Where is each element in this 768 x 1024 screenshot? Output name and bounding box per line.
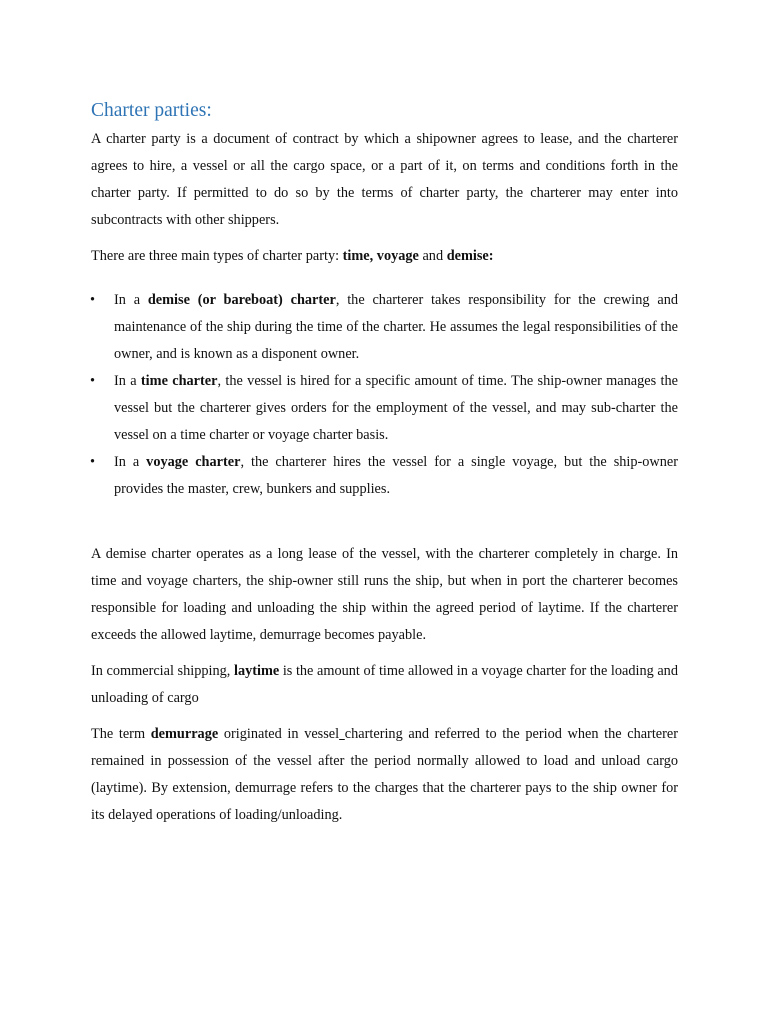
laytime-pre: In commercial shipping, xyxy=(91,663,234,679)
types-time-voyage: time, voyage xyxy=(342,248,419,264)
demurrage-mid: originated in vessel xyxy=(218,726,340,742)
list-item-term: time charter xyxy=(140,373,218,389)
laytime-paragraph xyxy=(91,658,678,712)
list-item-pre: In a xyxy=(114,292,148,308)
laytime-term: laytime xyxy=(233,663,280,679)
demurrage-text: chartering and referred to the period when the charterer remained in possession of the vessel after the period normally allowed to load and unload cargo (laytime). By extension, demurrage refers to the charges that the charterer pays to the ship owner for its delayed operations of loading/unloading. xyxy=(91,726,679,823)
demurrage-pre: The term xyxy=(91,726,151,742)
list-item-term: voyage charter xyxy=(146,454,241,470)
list-item-text: , the charterer hires the vessel for a single voyage, but the ship-owner provides the master, crew, bunkers and supplies. xyxy=(114,454,679,497)
list-item xyxy=(91,287,678,368)
section-spacer xyxy=(91,503,678,541)
types-lead: There are three main types of charter party: xyxy=(91,248,343,264)
list-item xyxy=(91,368,678,449)
laytime-text: is the amount of time allowed in a voyage charter for the loading and unloading of cargo xyxy=(91,663,678,706)
demurrage-paragraph xyxy=(91,721,678,829)
intro-paragraph: A charter party is a document of contract by which a shipowner agrees to lease, and the charterer agrees to hire, a vessel or all the cargo space, or a part of it, on terms and conditions forth in the charter party. If permitted to do so by the terms of charter party, the charterer may enter into subcontracts with other shippers. xyxy=(91,131,678,228)
demurrage-term: demurrage xyxy=(150,726,219,742)
page-title: Charter parties: xyxy=(91,100,212,121)
list-item-term: demise (or bareboat) charter xyxy=(147,292,336,308)
types-and: and xyxy=(418,248,447,264)
bullet-icon: • xyxy=(90,454,96,470)
list-item-text: , the vessel is hired for a specific amount of time. The ship-owner manages the vessel but the charterer gives orders for the employment of the vessel, and may sub-charter the vessel on a time charter or voyage charter basis. xyxy=(114,373,678,443)
bullet-icon: • xyxy=(90,373,96,389)
types-demise: demise: xyxy=(446,248,494,264)
types-paragraph xyxy=(91,243,678,270)
list-item xyxy=(91,449,678,503)
document-page xyxy=(91,98,678,838)
bullet-icon: • xyxy=(90,292,96,308)
list-item-pre: In a xyxy=(114,373,141,389)
list-item-text: , the charterer takes responsibility for the crewing and maintenance of the ship during the time of the charter. He assumes the legal responsibilities of the owner, and is known as a disponent owner. xyxy=(114,292,679,362)
demise-paragraph: A demise charter operates as a long lease of the vessel, with the charterer completely in charge. In time and voyage charters, the ship-owner still runs the ship, but when in port the charterer becomes responsible for loading and unloading the ship within the agreed period of laytime. If the charterer exceeds the allowed laytime, demurrage becomes payable. xyxy=(91,546,678,643)
list-item-pre: In a xyxy=(114,454,147,470)
charter-types-list xyxy=(91,287,678,503)
